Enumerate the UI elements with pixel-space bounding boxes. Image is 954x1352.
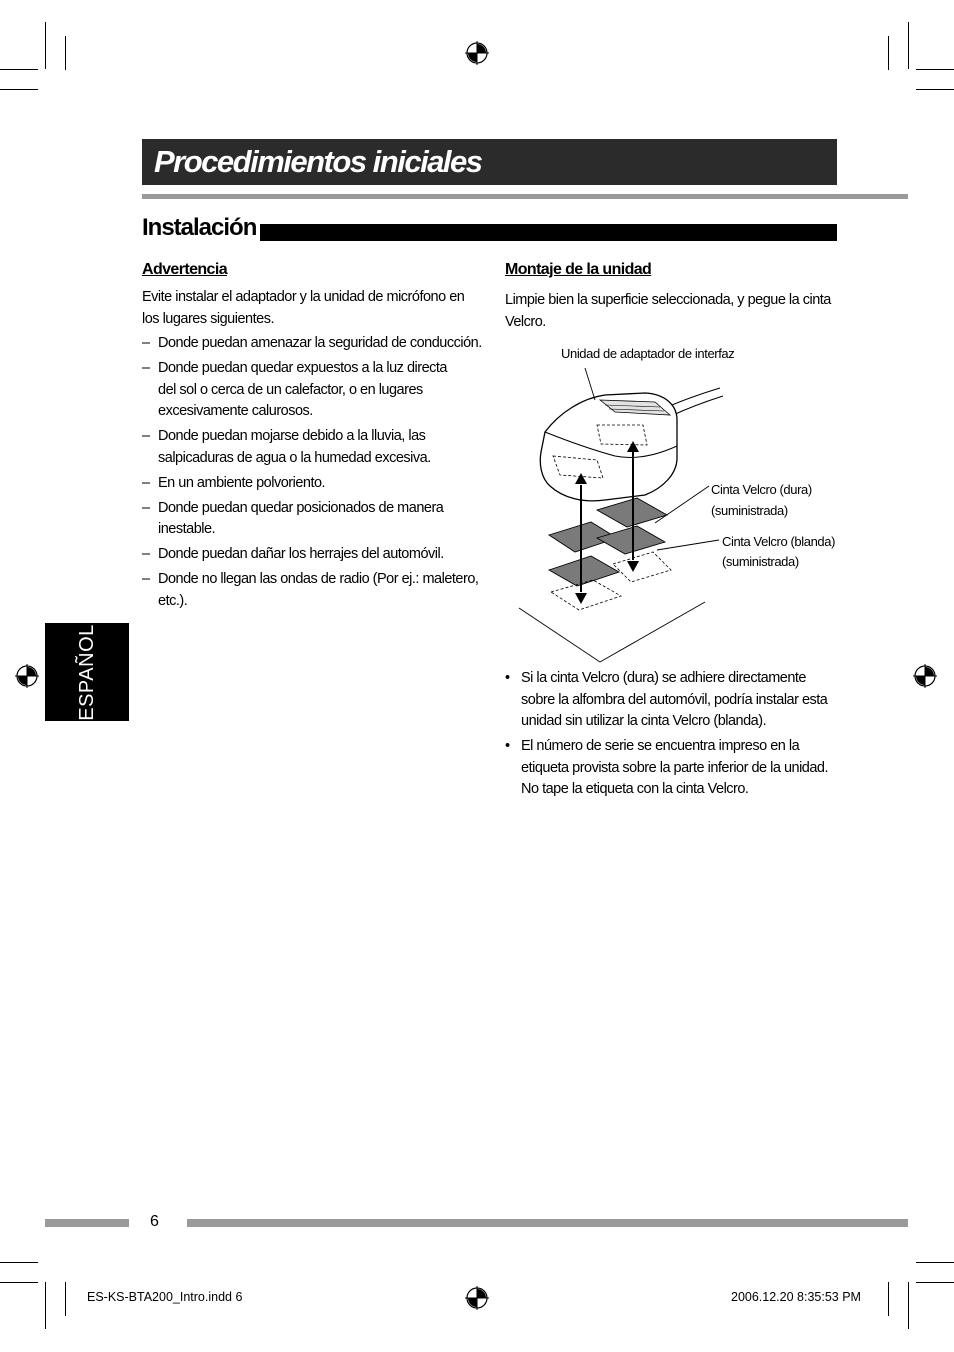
list-item: • El número de serie se encuentra impreso en la etiqueta provista sobre la parte inferior de la unidad. No tape la etiqueta con la cinta Velcro. xyxy=(505,738,829,797)
warning-list xyxy=(142,333,482,616)
section-title-bar xyxy=(260,224,837,241)
velcro-mounting-diagram xyxy=(505,360,745,665)
label-velcro-soft: Cinta Velcro (blanda) xyxy=(722,534,835,549)
slug-date: 2006.12.20 8:35:53 PM xyxy=(731,1290,861,1304)
list-item: • Si la cinta Velcro (dura) se adhiere directamente sobre la alfombra del automóvil, podría instalar esta unidad sin utilizar la cinta Velcro (blanda). xyxy=(505,670,828,729)
label-velcro-soft-supplied: (suministrada) xyxy=(722,554,799,569)
language-tab xyxy=(45,623,129,721)
list-item: – Donde puedan quedar posicionados de manera inestable. xyxy=(142,499,444,537)
warning-intro: Evite instalar el adaptador y la unidad de micrófono en los lugares siguientes. xyxy=(142,289,465,327)
section-title: Instalación xyxy=(142,214,257,241)
page-title: Procedimientos iniciales xyxy=(154,144,482,179)
language-label: ESPAÑOL xyxy=(75,623,98,721)
mounting-heading: Montaje de la unidad xyxy=(505,261,652,278)
list-item: – Donde puedan dañar los herrajes del automóvil. xyxy=(142,546,444,562)
registration-mark-right-icon xyxy=(913,664,937,688)
list-item: – En un ambiente polvoriento. xyxy=(142,474,326,491)
list-item: – Donde puedan amenazar la seguridad de conducción. xyxy=(142,335,482,351)
mounting-intro: Limpie bien la superficie seleccionada, y pegue la cinta Velcro. xyxy=(505,292,831,330)
header-rule xyxy=(142,194,908,199)
label-adapter: Unidad de adaptador de interfaz xyxy=(561,346,735,361)
slug-file: ES-KS-BTA200_Intro.indd 6 xyxy=(87,1290,243,1304)
label-velcro-hard: Cinta Velcro (dura) xyxy=(711,482,812,497)
page-number: 6 xyxy=(150,1213,159,1230)
registration-mark-top-icon xyxy=(465,41,489,65)
registration-mark-bottom-icon xyxy=(465,1286,489,1310)
label-velcro-hard-supplied: (suministrada) xyxy=(711,503,788,518)
footer-bar-right xyxy=(187,1219,908,1227)
list-item: – Donde no llegan las ondas de radio (Por ej.: maletero, etc.). xyxy=(142,571,479,609)
footer-bar-left xyxy=(45,1219,129,1227)
warning-heading: Advertencia xyxy=(142,261,227,278)
list-item: – Donde puedan quedar expuestos a la luz directa del sol o cerca de un calefactor, o en lugares excesivamente calurosos. xyxy=(142,360,447,419)
list-item: – Donde puedan mojarse debido a la lluvia, las salpicaduras de agua o la humedad excesiva. xyxy=(142,428,431,466)
notes-list xyxy=(505,668,840,804)
registration-mark-left-icon xyxy=(15,664,39,688)
